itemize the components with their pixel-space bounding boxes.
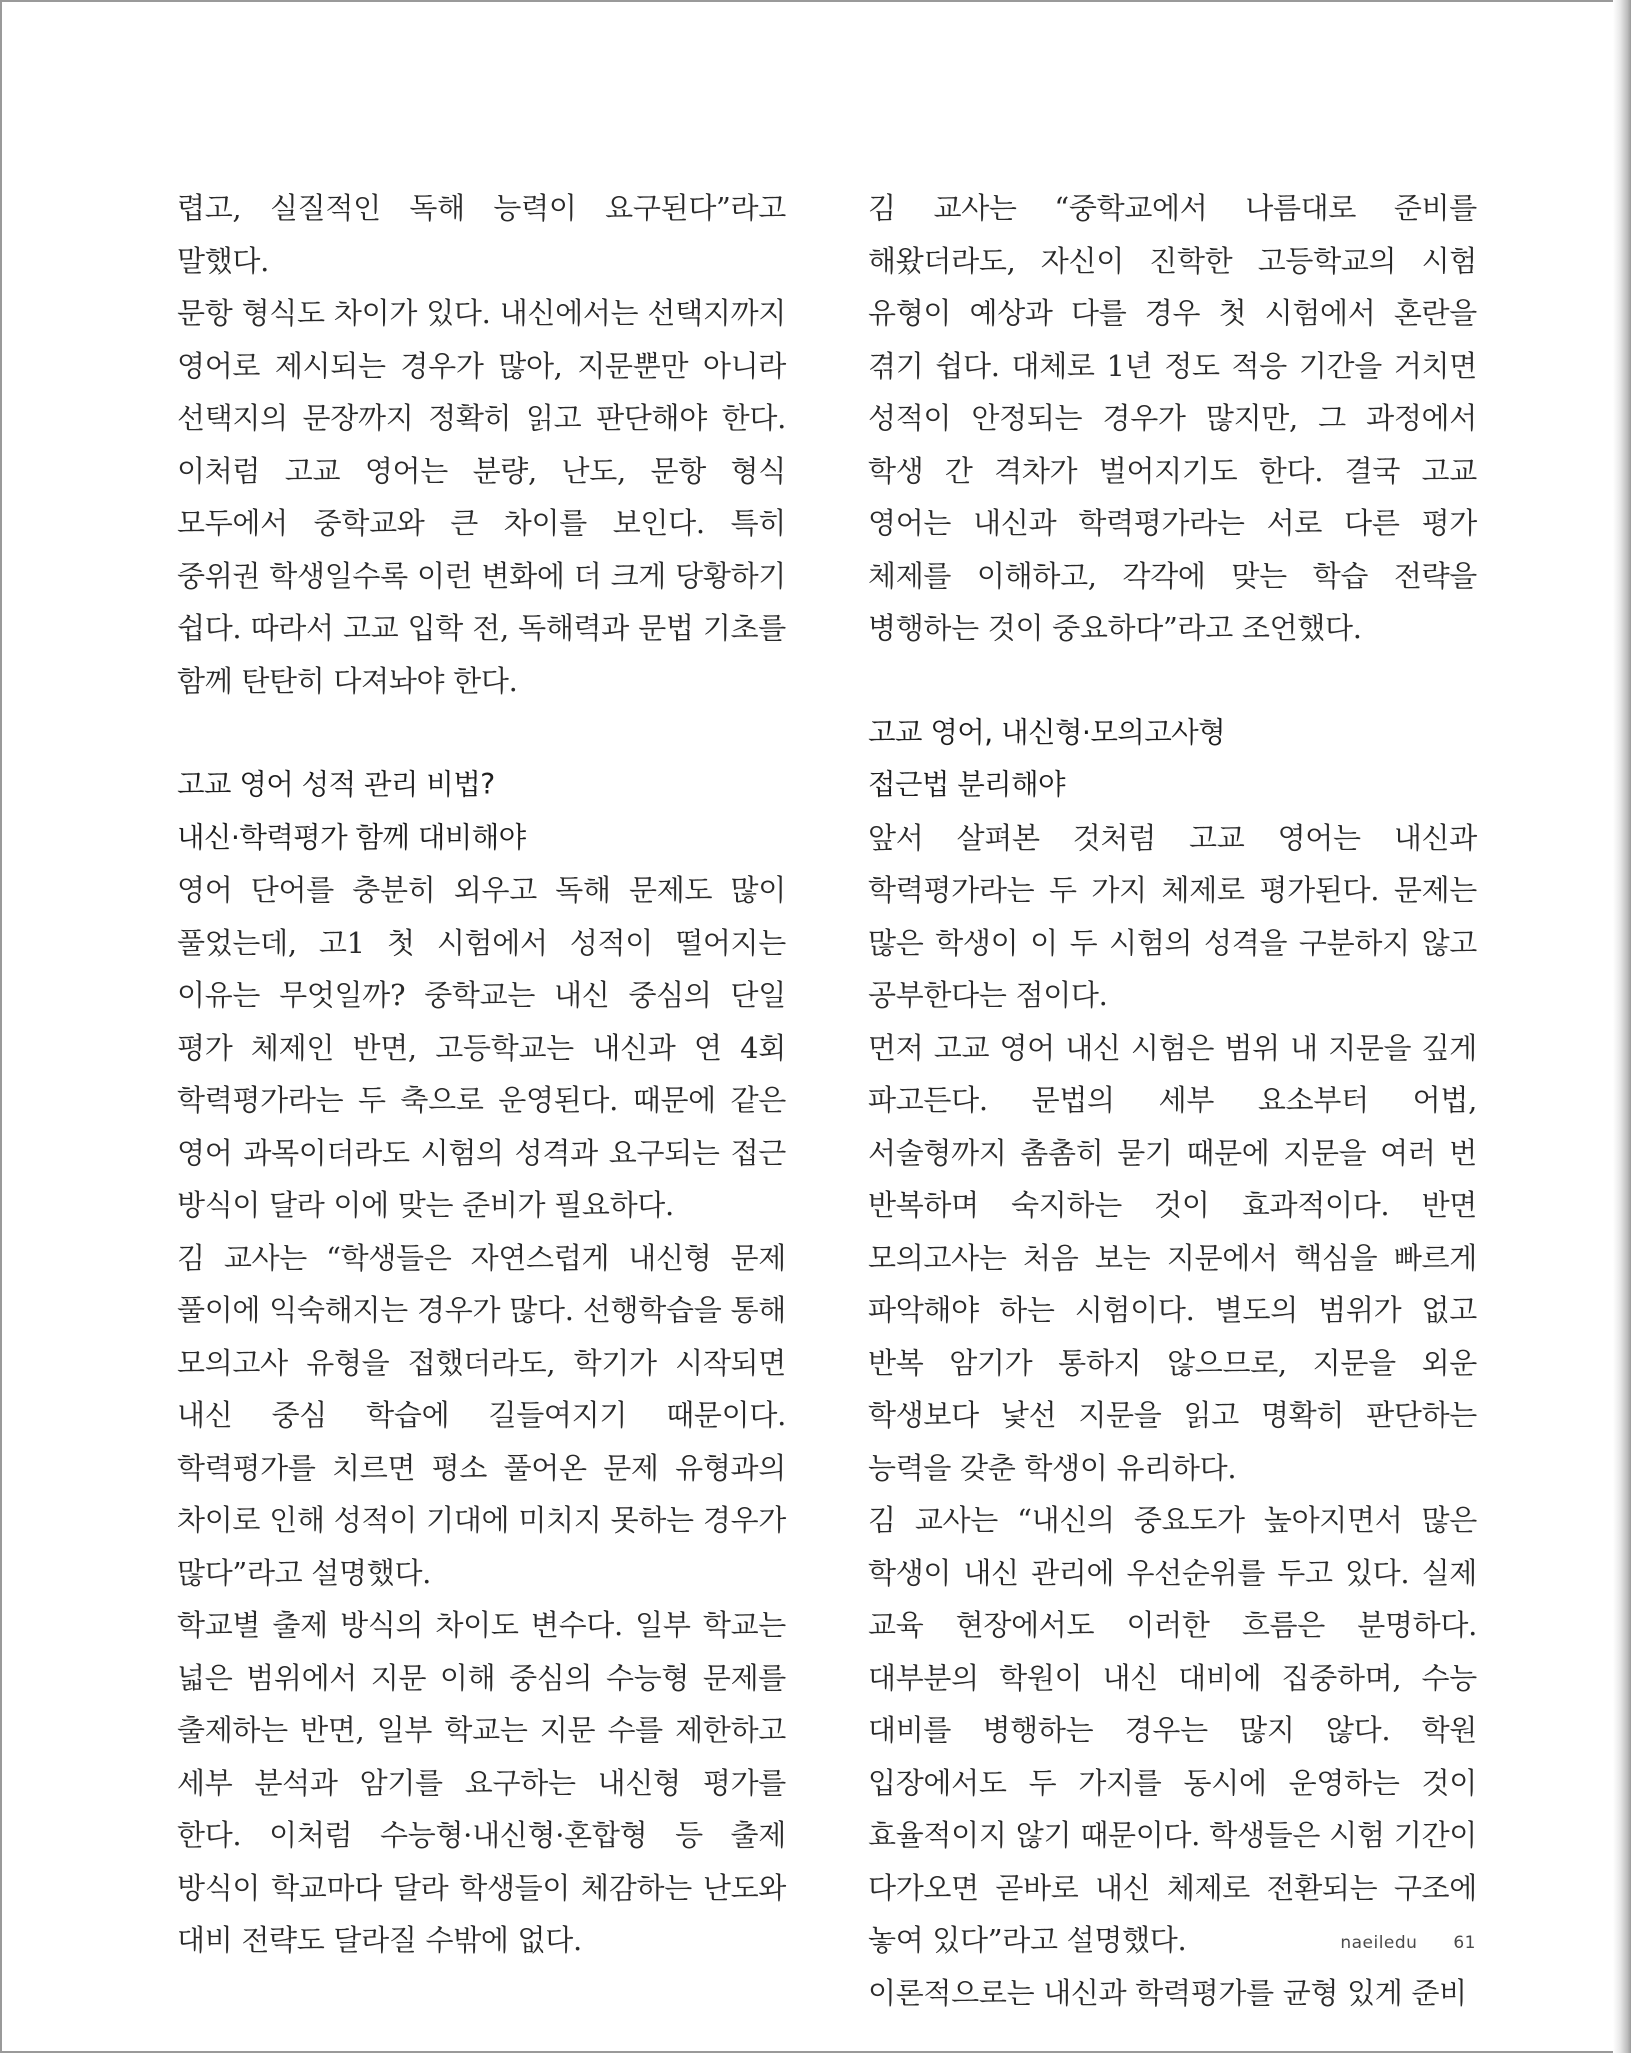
page-fold-shadow <box>1613 0 1631 2053</box>
body-paragraph: 렵고, 실질적인 독해 능력이 요구된다”라고 말했다. <box>177 191 786 278</box>
body-paragraph: 이론적으로는 내신과 학력평가를 균형 있게 준비 <box>868 1975 1467 2010</box>
right-column <box>868 182 1477 2019</box>
body-paragraph: 문항 형식도 차이가 있다. 내신에서는 선택지까지 영어로 제시되는 경우가 많아, 지문뿐만 아니라 선택지의 문장까지 정확히 읽고 판단해야 한다. 이처럼 고교 영어는 분량, 난도, 문항 형식 모두에서 중학교와 큰 차이를 보인다. 특히 중위권 학생일수록 이런 변화에 더 크게 당황하기 쉽다. 따라서 고교 입학 전, 독해력과 문법 기초를 함께 탄탄히 다져놔야 한다. <box>177 296 786 698</box>
section-heading <box>868 707 1477 812</box>
body-paragraph: 영어 단어를 충분히 외우고 독해 문제도 많이 풀었는데, 고1 첫 시험에서 성적이 떨어지는 이유는 무엇일까? 중학교는 내신 중심의 단일 평가 체제인 반면, 고등학교는 내신과 연 4회 학력평가라는 두 축으로 운영된다. 때문에 같은 영어 과목이더라도 시험의 성격과 요구되는 접근 방식이 달라 이에 맞는 준비가 필요하다. <box>177 873 786 1222</box>
section-heading <box>177 759 786 864</box>
section-heading-line: 내신·학력평가 함께 대비해야 <box>177 820 526 854</box>
section-heading-line: 고교 영어, 내신형·모의고사형 <box>868 715 1226 749</box>
body-paragraph: 학교별 출제 방식의 차이도 변수다. 일부 학교는 넓은 범위에서 지문 이해 중심의 수능형 문제를 출제하는 반면, 일부 학교는 지문 수를 제한하고 세부 분석과 암기를 요구하는 내신형 평가를 한다. 이처럼 수능형·내신형·혼합형 등 출제 방식이 학교마다 달라 학생들이 체감하는 난도와 대비 전략도 달라질 수밖에 없다. <box>177 1608 786 1957</box>
publication-name: naeiledu <box>1340 1933 1418 1953</box>
body-paragraph: 김 교사는 “중학교에서 나름대로 준비를 해왔더라도, 자신이 진학한 고등학교의 시험 유형이 예상과 다를 경우 첫 시험에서 혼란을 겪기 쉽다. 대체로 1년 정도 적응 기간을 거치면 성적이 안정되는 경우가 많지만, 그 과정에서 학생 간 격차가 벌어지기도 한다. 결국 고교 영어는 내신과 학력평가라는 서로 다른 평가 체제를 이해하고, 각각에 맞는 학습 전략을 병행하는 것이 중요하다”라고 조언했다. <box>868 191 1477 645</box>
section-heading-line: 고교 영어 성적 관리 비법? <box>177 768 495 801</box>
body-paragraph: 앞서 살펴본 것처럼 고교 영어는 내신과 학력평가라는 두 가지 체제로 평가된다. 문제는 많은 학생이 이 두 시험의 성격을 구분하지 않고 공부한다는 점이다. <box>868 820 1477 1012</box>
body-paragraph: 먼저 고교 영어 내신 시험은 범위 내 지문을 깊게 파고든다. 문법의 세부 요소부터 어법, 서술형까지 촘촘히 묻기 때문에 지문을 여러 번 반복하며 숙지하는 것이 효과적이다. 반면 모의고사는 처음 보는 지문에서 핵심을 빠르게 파악해야 하는 시험이다. 별도의 범위가 없고 반복 암기가 통하지 않으므로, 지문을 외운 학생보다 낯선 지문을 읽고 명확히 판단하는 능력을 갖춘 학생이 유리하다. <box>868 1030 1477 1485</box>
page-footer <box>1340 1933 1476 1953</box>
body-paragraph: 김 교사는 “내신의 중요도가 높아지면서 많은 학생이 내신 관리에 우선순위를 두고 있다. 실제 교육 현장에서도 이러한 흐름은 분명하다. 대부분의 학원이 내신 대비에 집중하며, 수능 대비를 병행하는 경우는 많지 않다. 학원 입장에서도 두 가지를 동시에 운영하는 것이 효율적이지 않기 때문이다. 학생들은 시험 기간이 다가오면 곧바로 내신 체제로 전환되는 구조에 놓여 있다”라고 설명했다. <box>868 1503 1477 1957</box>
left-column <box>177 182 786 1967</box>
section-heading-line: 접근법 분리해야 <box>868 768 1065 801</box>
page-number: 61 <box>1453 1933 1476 1953</box>
body-paragraph: 김 교사는 “학생들은 자연스럽게 내신형 문제 풀이에 익숙해지는 경우가 많다. 선행학습을 통해 모의고사 유형을 접했더라도, 학기가 시작되면 내신 중심 학습에 길들여지기 때문이다. 학력평가를 치르면 평소 풀어온 문제 유형과의 차이로 인해 성적이 기대에 미치지 못하는 경우가 많다”라고 설명했다. <box>177 1240 786 1590</box>
